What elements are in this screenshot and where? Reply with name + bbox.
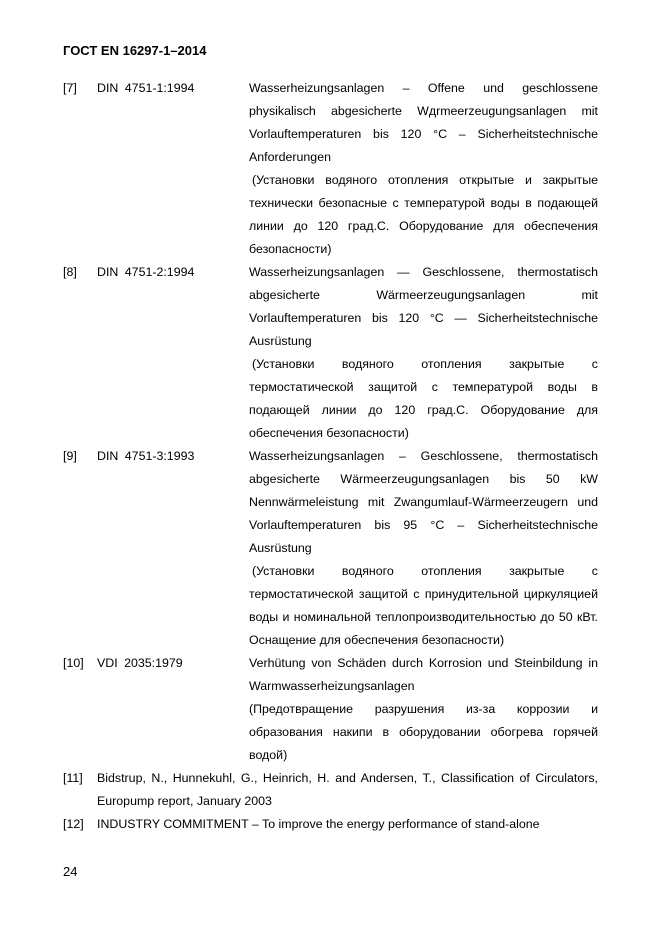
reference-number: [10] [63, 656, 84, 670]
reference-number: [12] [63, 817, 84, 831]
reference-code: VDI 2035:1979 [97, 656, 183, 670]
reference-title-ru: (Установки водяного отопления открытые и закрытые технически безопасные с температурой воды в подающей линии до 120 град.С. Оборудование для обеспечения безопасности) [249, 173, 598, 256]
reference-number: [8] [63, 265, 77, 279]
reference-title-de: Wasserheizungsanlagen — Geschlossene, thermostatisch abgesicherte Wärmeerzeugungsanlagen mit Vorlauftemperaturen bis 120 °C — Sicherheitstechnische Ausrüstung [249, 265, 598, 348]
reference-number: [11] [63, 771, 83, 785]
reference-item-9 [0, 445, 662, 652]
reference-item-12 [0, 813, 662, 836]
reference-item-11 [0, 767, 662, 813]
document-header: ГОСТ EN 16297-1–2014 [63, 43, 207, 58]
reference-item-8 [0, 261, 662, 445]
bibliography-list [0, 77, 662, 836]
page-number: 24 [63, 864, 78, 879]
reference-description [249, 261, 598, 445]
reference-title-ru: (Установки водяного отопления закрытые с термостатической защитой с температурой воды в подающей линии до 120 град.С. Оборудование для обеспечения безопасности) [249, 357, 598, 440]
reference-number: [7] [63, 81, 77, 95]
reference-number: [9] [63, 449, 77, 463]
reference-text: INDUSTRY COMMITMENT – To improve the energy performance of stand-alone [97, 817, 540, 831]
reference-description [249, 652, 598, 767]
reference-code: DIN 4751-1:1994 [97, 81, 195, 95]
reference-code: DIN 4751-3:1993 [97, 449, 195, 463]
reference-title-de: Wasserheizungsanlagen – Geschlossene, thermostatisch abgesicherte Wärmeerzeugungsanlagen bis 50 kW Nennwärmeleistung mit Zwangumlauf-Wärmeerzeugern und Vorlauftemperaturen bis 95 °C – Sicherheitstechnische Ausrüstung [249, 449, 598, 555]
reference-title-ru: (Предотвращение разрушения из-за коррозии и образования накипи в оборудовании обогрева горячей водой) [249, 702, 598, 762]
reference-title-de: Verhütung von Schäden durch Korrosion und Steinbildung in Warmwasserheizungsanlagen [249, 656, 598, 693]
reference-code: DIN 4751-2:1994 [97, 265, 195, 279]
reference-item-10 [0, 652, 662, 767]
reference-title-de: Wasserheizungsanlagen – Offene und geschlossene physikalisch abgesicherte Wдrmeerzeugungsanlagen mit Vorlauftemperaturen bis 120 °C – Sicherheitstechnische Anforderungen [249, 81, 598, 164]
reference-description [249, 77, 598, 261]
reference-text: Bidstrup, N., Hunnekuhl, G., Heinrich, H. and Andersen, T., Classification of Circulators, Europump report, January 2003 [97, 771, 598, 808]
reference-item-7 [0, 77, 662, 261]
reference-title-ru: (Установки водяного отопления закрытые с термостатической защитой с принудительной циркуляцией воды и номинальной теплопроизводительностью до 50 кВт. Оснащение для обеспечения безопасности) [249, 564, 598, 647]
reference-description [249, 445, 598, 652]
